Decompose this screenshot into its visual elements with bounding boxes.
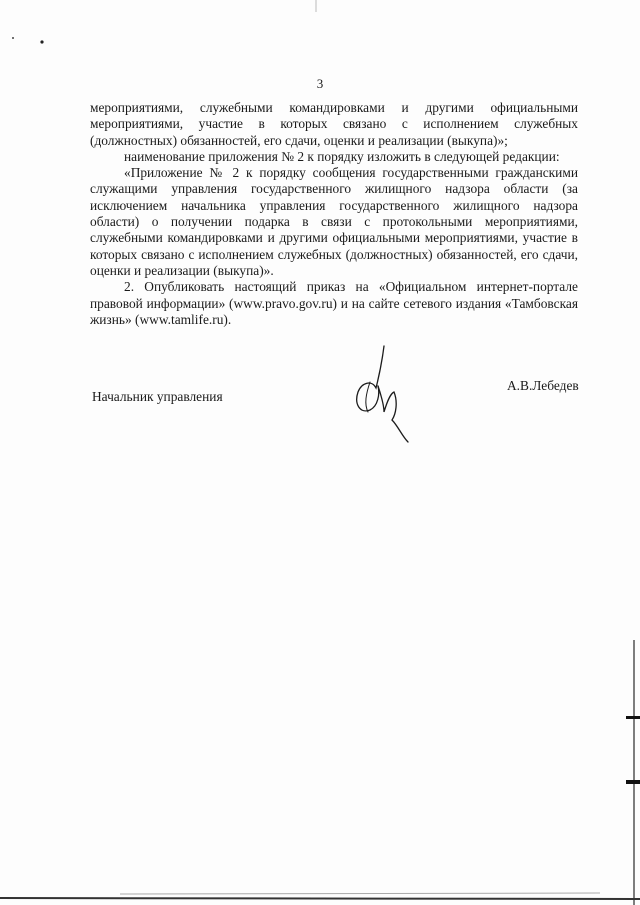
- scan-tick-right: [626, 780, 640, 784]
- document-body: [90, 100, 578, 328]
- scan-dot: [40, 40, 43, 43]
- scan-edge-bottom-faint: [120, 893, 600, 894]
- paragraph-publication: 2. Опубликовать настоящий приказ на «Официальном интернет-портале правовой информации» (www.pravo.gov.ru) и на сайте сетевого издания «Тамбовская жизнь» (www.tamlife.ru).: [90, 279, 578, 327]
- scan-tick-right: [626, 716, 640, 719]
- page-number: 3: [316, 76, 324, 91]
- scan-dot: [12, 37, 14, 39]
- paragraph-appendix-title: «Приложение № 2 к порядку сообщения государственными гражданскими служащими управления государственного жилищного надзора области (за исключением начальника управления государственного жилищного надзора области) о получении подарка в связи с протокольными мероприятиями, служебными командировками и другими официальными мероприятиями, участие в которых связано с исполнением служебных (должностных) обязанностей, его сдачи, оценки и реализации (выкупа)».: [90, 165, 578, 278]
- scan-edge-bottom: [0, 898, 640, 899]
- paragraph-amendment: наименование приложения № 2 к порядку изложить в следующей редакции:: [124, 148, 560, 164]
- signatory-position: Начальник управления: [92, 389, 223, 404]
- signatory-name: А.В.Лебедев: [507, 378, 579, 393]
- paragraph-continuation: мероприятиями, служебными командировками и другими официальными мероприятиями, участие в которых связано с исполнением служебных (должностных) обязанностей, его сдачи, оценки и реализации (выкупа)»;: [90, 100, 578, 148]
